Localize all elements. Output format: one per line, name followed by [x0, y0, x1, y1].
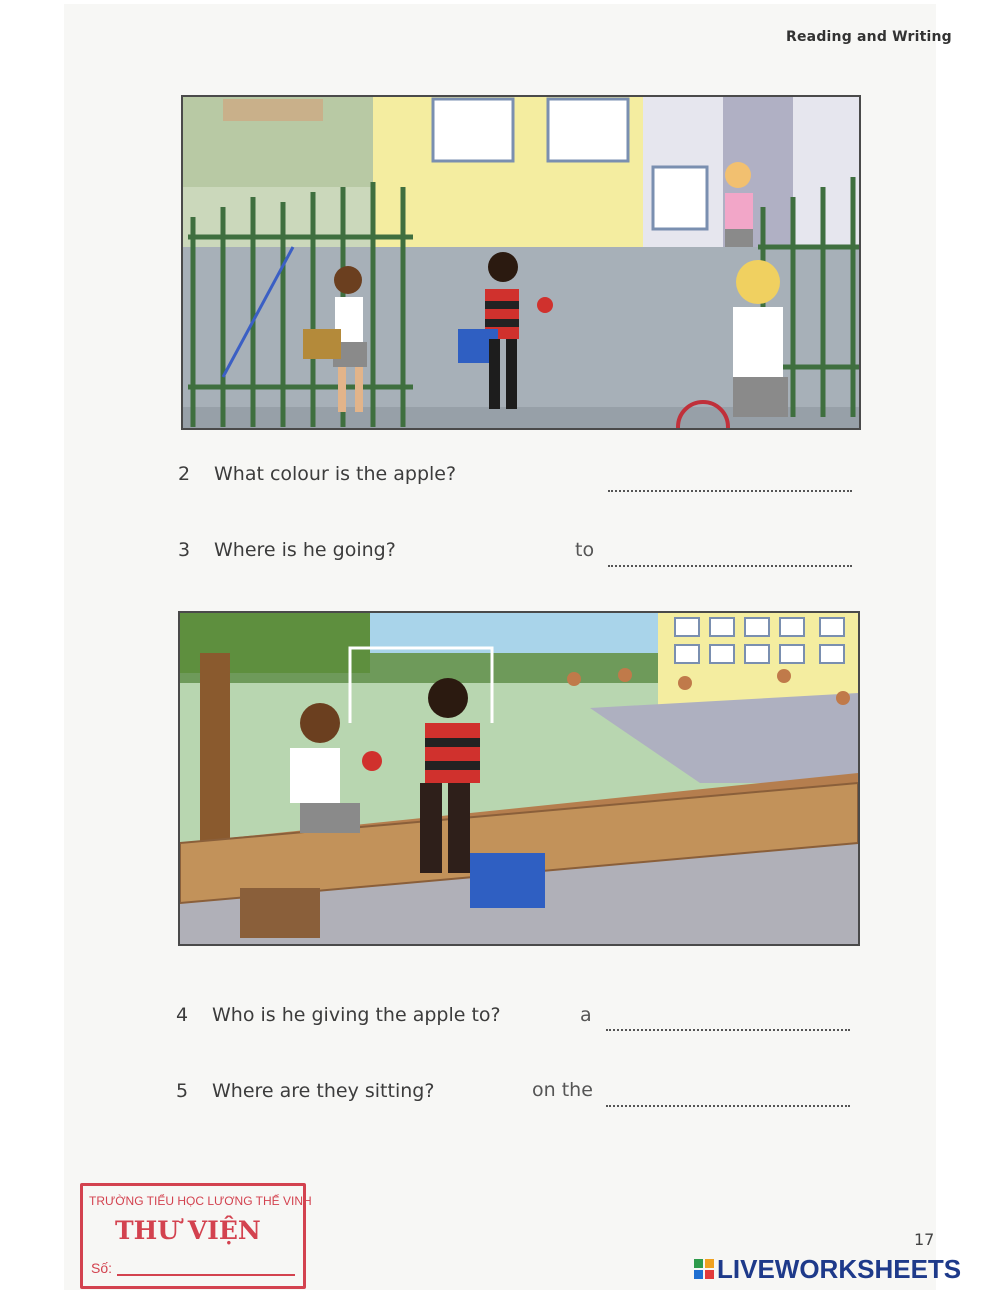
question-2 — [178, 463, 456, 485]
answer-prefix-4: a — [580, 1004, 592, 1026]
answer-prefix-5: on the — [532, 1079, 593, 1101]
answer-line-2[interactable] — [608, 490, 852, 492]
question-number: 3 — [178, 539, 191, 561]
question-5 — [176, 1080, 434, 1102]
stamp-number-label: Số: — [91, 1260, 113, 1276]
answer-prefix-3: to — [575, 539, 595, 561]
question-text: Where are they sitting? — [212, 1080, 435, 1102]
section-header: Reading and Writing — [786, 29, 952, 45]
question-number: 2 — [178, 463, 191, 485]
question-3 — [178, 539, 396, 561]
page-number: 17 — [914, 1230, 935, 1249]
answer-line-5[interactable] — [606, 1105, 850, 1107]
question-number: 4 — [176, 1004, 189, 1026]
answer-line-3[interactable] — [608, 565, 852, 567]
stamp-school-name: TRƯỜNG TIỂU HỌC LƯƠNG THẾ VINH — [89, 1194, 312, 1208]
liveworksheets-logo — [694, 1254, 961, 1284]
question-text: What colour is the apple? — [214, 463, 457, 485]
answer-line-4[interactable] — [606, 1029, 850, 1031]
illustration-school-gate — [181, 95, 861, 430]
logo-text: LIVEWORKSHEETS — [717, 1253, 962, 1284]
stamp-number-line — [117, 1274, 295, 1276]
stamp-title: THƯ VIỆN — [115, 1216, 261, 1245]
library-stamp — [80, 1183, 312, 1289]
question-number: 5 — [176, 1080, 189, 1102]
illustration-playground-wall — [178, 611, 860, 946]
question-text: Who is he giving the apple to? — [212, 1004, 501, 1026]
question-text: Where is he going? — [214, 539, 396, 561]
logo-grid-icon — [694, 1259, 714, 1279]
question-4 — [176, 1004, 501, 1026]
